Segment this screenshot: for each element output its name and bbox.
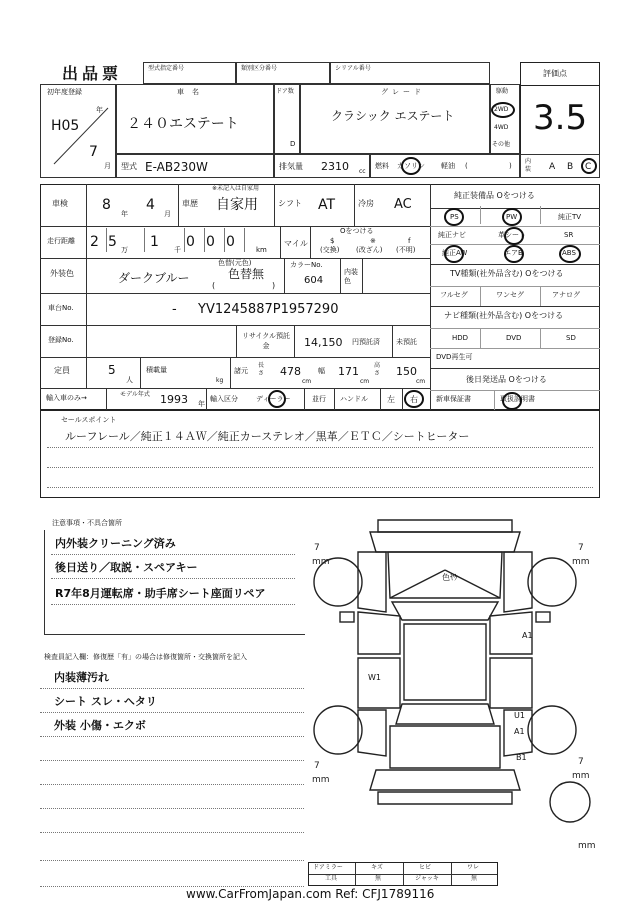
equip-airbag-circle-mark xyxy=(504,245,524,263)
dvd-playback-label: DVD再生可 xyxy=(436,353,473,361)
color-no-label: カラーNo. xyxy=(290,261,323,269)
navi-hdd: HDD xyxy=(452,334,469,342)
model-cell xyxy=(116,154,274,178)
height-unit: cm xyxy=(416,378,426,385)
tire-depth-front-left: 7 xyxy=(314,543,320,553)
drive-4wd: 4WD xyxy=(494,124,509,131)
exterior-color-value: ダークブルー xyxy=(118,271,190,285)
shaken-year: 8 xyxy=(102,197,111,213)
grade-value: クラシック エステート xyxy=(331,109,455,123)
equip-ps-circle-mark xyxy=(444,208,464,226)
navi-dvd: DVD xyxy=(506,334,522,342)
legend-cell: 無 xyxy=(471,875,478,882)
tire-depth-unit: mm xyxy=(572,557,590,567)
equip-aw-circle-mark xyxy=(444,245,464,263)
note-line: 内外装クリーニング済み xyxy=(55,537,176,550)
tire-spare xyxy=(550,782,590,822)
legend-cell: 無 xyxy=(375,875,382,882)
handle-right: 右 xyxy=(410,395,418,404)
docs-manual-circle-mark xyxy=(502,392,522,410)
doors-cell xyxy=(274,84,300,154)
first-reg-month: 7 xyxy=(89,144,98,160)
cooler-value: AC xyxy=(394,197,412,212)
first-reg-divider xyxy=(40,84,116,178)
mileage-label: 走行距離 xyxy=(47,237,75,245)
document-title: 出品票 xyxy=(62,64,123,83)
displacement-cell xyxy=(274,154,370,178)
equip-ps: PS xyxy=(450,213,459,221)
equip-pw: PW xyxy=(506,213,518,221)
load-label: 積載量 xyxy=(146,366,167,374)
equip-leather: 革シート xyxy=(498,231,526,239)
import-dealer: ディーラー xyxy=(256,395,291,403)
interior-grade-c: C xyxy=(585,162,592,172)
legend-header: キズ xyxy=(371,864,383,871)
repaint-paren-open: ( xyxy=(212,281,216,290)
history-value: 自家用 xyxy=(216,197,258,213)
shaken-year-unit: 年 xyxy=(121,210,128,218)
shaken-label: 車検 xyxy=(52,199,68,208)
docs-manual: 取扱説明書 xyxy=(500,395,535,403)
repaint-paren-close: ) xyxy=(272,281,276,290)
inspector-line: シート スレ・ヘタリ xyxy=(54,695,157,708)
sales-point-text: ルーフレール／純正１４ＡＷ／純正カーステレオ／黒革／ＥＴＣ／シートヒーター xyxy=(65,430,470,443)
meter-option-exchange: (交換) xyxy=(320,246,340,254)
type-cert-box xyxy=(143,62,236,84)
tire-depth-rear-right: 7 xyxy=(578,757,584,767)
import-only-label: 輸入車のみ→ xyxy=(46,394,87,402)
legend-header: ヒビ xyxy=(419,864,432,871)
inspector-notes xyxy=(40,664,306,894)
class-box xyxy=(236,62,330,84)
legend-cell: ジャッキ xyxy=(415,875,439,882)
unregistered-note: ※未記入は自家用 xyxy=(212,185,260,192)
model-year-unit: 年 xyxy=(198,400,205,408)
width-unit: cm xyxy=(360,378,370,385)
cooler-label: 冷房 xyxy=(358,199,374,208)
car-name: ２４０エステート xyxy=(127,116,239,132)
length-value: 478 xyxy=(280,365,301,378)
tire-rear-right xyxy=(528,706,576,754)
shift-value: AT xyxy=(318,197,336,213)
mileage-digit: 0 xyxy=(186,234,195,250)
tv-fullseg: フルセグ xyxy=(440,291,468,299)
mileage-km-unit: km xyxy=(256,246,267,254)
equip-pw-circle-mark xyxy=(502,208,522,226)
equip-leather-circle-mark xyxy=(504,227,524,245)
sales-point-box xyxy=(40,410,600,498)
note-line: R7年8月運転席・助手席シート座面リペア xyxy=(55,587,266,600)
mileage-digit: 0 xyxy=(206,234,215,250)
drive-label: 駆動 xyxy=(496,88,509,95)
length-label: 長さ xyxy=(258,362,265,377)
tire-depth-rear-left: 7 xyxy=(314,761,320,771)
handle-label: ハンドル xyxy=(340,395,368,403)
mile-label: マイル xyxy=(284,239,308,248)
car-damage-diagram xyxy=(300,512,610,862)
interior-grade-a: A xyxy=(549,162,556,172)
chassis-dash: - xyxy=(172,302,177,317)
interior-grade-label: 内装 xyxy=(525,158,532,173)
fuel-diesel: 軽油 xyxy=(441,162,455,170)
fuel-paren-open: ( xyxy=(465,162,468,170)
chassis-label: 車台No. xyxy=(48,304,74,312)
import-dealer-circle-mark xyxy=(268,390,286,408)
shaken-month-unit: 月 xyxy=(164,210,171,218)
navi-sd: SD xyxy=(566,334,576,342)
import-parallel: 並行 xyxy=(312,395,326,403)
serial-label: シリアル番号 xyxy=(335,65,371,72)
model-year-value: 1993 xyxy=(160,393,188,406)
tv-title: TV種類(社外品含む) Oをつける xyxy=(450,269,564,278)
equip-abs-circle-mark xyxy=(559,245,581,263)
equip-abs: ABS xyxy=(562,249,576,257)
drive-2wd: 2WD xyxy=(494,106,509,113)
repaint-label: 色替(元色) xyxy=(218,259,252,267)
docs-warranty: 新車保証書 xyxy=(436,395,471,403)
doors-mark: D xyxy=(290,140,296,148)
first-reg-label: 初年度登録 xyxy=(47,88,82,96)
color-no-value: 604 xyxy=(304,275,324,286)
meter-option-tampered-symbol: ※ xyxy=(370,237,376,245)
fuel-cell xyxy=(370,154,520,178)
meter-option-unknown-symbol: f xyxy=(408,237,411,245)
first-reg-month-unit: 月 xyxy=(104,162,111,170)
fuel-gasoline-circle-mark xyxy=(401,157,421,175)
mileage-digit: 5 xyxy=(108,234,117,250)
dimension-label: 諸元 xyxy=(234,367,248,375)
handle-left: 左 xyxy=(387,395,395,404)
score-label: 評価点 xyxy=(543,69,567,78)
load-unit: kg xyxy=(216,377,224,384)
model-value: E-AB230W xyxy=(145,160,208,174)
mileage-digit: 1 xyxy=(150,234,159,250)
navi-title: ナビ種類(社外品含む) Oをつける xyxy=(444,311,564,320)
legend-table xyxy=(308,862,498,886)
legend-header: ドアミラー xyxy=(313,864,343,871)
capacity-value: 5 xyxy=(108,363,116,377)
mileage-digit: 2 xyxy=(90,234,99,250)
legend-cell: 工具 xyxy=(325,875,338,882)
first-reg-year: H05 xyxy=(51,118,80,134)
drive-other: その他 xyxy=(492,141,511,148)
height-value: 150 xyxy=(396,365,417,378)
import-type-label: 輸入区分 xyxy=(210,395,238,403)
damage-mark-hood: 色ﾔｹ xyxy=(442,573,458,582)
recycle-label: リサイクル預託金 xyxy=(241,332,291,350)
footer-watermark: www.CarFromJapan.com Ref: CFJ1789116 xyxy=(186,887,435,901)
note-line: 後日送り／取説・スペアキー xyxy=(55,561,198,574)
equipment-title: 純正装備品 Oをつける xyxy=(454,191,535,200)
inspector-label: 検査員記入欄：修復歴「有」の場合は修復箇所・交換箇所を記入 xyxy=(44,653,247,661)
height-label: 高さ xyxy=(374,362,381,377)
drive-2wd-circle-mark xyxy=(491,102,515,118)
mileage-digit: 0 xyxy=(226,234,235,250)
car-name-cell xyxy=(116,84,274,154)
handle-right-circle-mark xyxy=(404,390,424,408)
model-label: 型式 xyxy=(121,162,137,171)
tire-rear-left xyxy=(314,706,362,754)
repaint-value: 色替無 xyxy=(228,267,265,281)
length-unit: cm xyxy=(302,378,312,385)
drive-cell xyxy=(490,84,520,154)
recycle-unit: 円預託済 xyxy=(352,338,380,346)
model-year-label: モデル年式 xyxy=(120,391,150,398)
meter-circle-note: Oをつける xyxy=(340,227,374,235)
displacement-value: 2310 xyxy=(321,160,349,173)
width-label: 幅 xyxy=(318,367,325,375)
tire-front-right xyxy=(528,558,576,606)
width-value: 171 xyxy=(338,365,359,378)
reg-no-label: 登録No. xyxy=(48,336,74,344)
tire-depth-unit: mm xyxy=(312,557,330,567)
car-name-label: 車名 xyxy=(177,88,207,96)
equip-sr: SR xyxy=(564,231,574,239)
chassis-value: YV1245887P1957290 xyxy=(198,302,339,317)
equip-airbag: エアB xyxy=(504,249,523,257)
mileage-man-unit: 万 xyxy=(121,246,128,254)
grade-cell xyxy=(300,84,490,154)
class-label: 類別区分番号 xyxy=(241,65,278,72)
shaken-month: 4 xyxy=(146,197,155,213)
displacement-label: 排気量 xyxy=(279,162,303,171)
equip-tv: 純正TV xyxy=(558,213,582,221)
mileage-sen-unit: 千 xyxy=(174,246,181,254)
exterior-color-label: 外装色 xyxy=(50,269,74,278)
damage-mark-rear: B1 xyxy=(516,753,527,762)
meter-option-exchange-symbol: $ xyxy=(330,237,335,245)
doors-label: ドア数 xyxy=(276,88,294,95)
tv-analog: アナログ xyxy=(552,291,580,299)
recycle-value: 14,150 xyxy=(304,336,343,349)
notes-box xyxy=(44,530,305,635)
tire-depth-unit: mm xyxy=(312,775,330,785)
legend-header: ワレ xyxy=(467,864,480,871)
interior-color-label: 内装色 xyxy=(344,268,358,285)
type-cert-label: 型式指定番号 xyxy=(148,65,185,72)
damage-mark-left-rear-door: W1 xyxy=(368,673,381,682)
docs-title: 後日発送品 Oをつける xyxy=(466,375,547,384)
inspector-line: 内装薄汚れ xyxy=(54,671,109,684)
history-label: 車歴 xyxy=(182,199,198,208)
fuel-gasoline: ガソリン xyxy=(397,162,425,170)
capacity-unit: 人 xyxy=(126,376,133,384)
inspector-line: 外装 小傷・エクボ xyxy=(54,719,146,732)
grade-label: グレード xyxy=(381,88,425,96)
damage-mark-right-rear-2: A1 xyxy=(514,727,525,736)
score-value: 3.5 xyxy=(533,98,588,138)
fuel-paren-close: ) xyxy=(509,162,512,170)
recycle-none: 未預託 xyxy=(396,338,417,346)
displacement-unit: cc xyxy=(359,168,366,175)
damage-mark-right-front: A1 xyxy=(522,631,533,640)
meter-option-unknown: (不明) xyxy=(396,246,416,254)
tire-depth-unit: mm xyxy=(572,771,590,781)
shift-label: シフト xyxy=(278,199,302,208)
meter-option-tampered: (改ざん) xyxy=(356,246,383,254)
notes-label: 注意事項・不具合箇所 xyxy=(52,519,122,527)
equip-navi: 純正ナビ xyxy=(438,231,466,239)
serial-box xyxy=(330,62,490,84)
capacity-label: 定員 xyxy=(54,366,70,375)
tv-oneseg: ワンセグ xyxy=(496,291,524,299)
sales-point-label: セールスポイント xyxy=(61,416,117,424)
fuel-label: 燃料 xyxy=(375,162,389,170)
equip-aw: 純正AW xyxy=(442,249,468,257)
tire-depth-spare-unit: mm xyxy=(578,841,596,851)
mileage-digits xyxy=(88,228,278,256)
first-reg-year-unit: 年 xyxy=(96,106,103,114)
damage-mark-right-rear: U1 xyxy=(514,711,525,720)
interior-grade-b: B xyxy=(567,162,574,172)
interior-grade-c-circle-mark xyxy=(581,158,597,174)
tire-depth-front-right: 7 xyxy=(578,543,584,553)
